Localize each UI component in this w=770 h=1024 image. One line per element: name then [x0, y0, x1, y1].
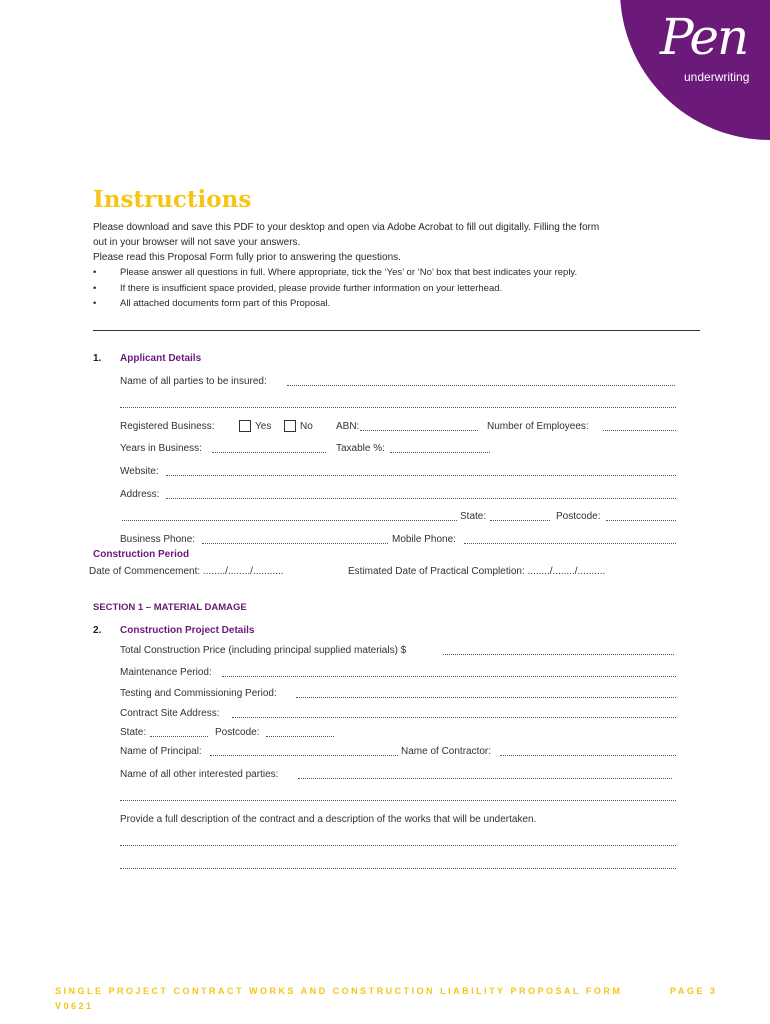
- contractor-field[interactable]: [500, 755, 676, 756]
- abn-field[interactable]: [360, 430, 478, 431]
- logo-brand: Pen: [660, 8, 748, 66]
- instructions-para-3: Please read this Proposal Form fully prior to answering the questions.: [93, 252, 401, 263]
- maintenance-label: Maintenance Period:: [120, 667, 212, 678]
- site-address-label: Contract Site Address:: [120, 708, 220, 719]
- instructions-title: Instructions: [93, 186, 252, 213]
- bullet-dot: •: [93, 267, 97, 278]
- taxable-label: Taxable %:: [336, 443, 385, 454]
- contractor-label: Name of Contractor:: [401, 746, 492, 757]
- postcode-field[interactable]: [606, 520, 676, 521]
- address-label: Address:: [120, 489, 160, 500]
- bullet-dot: •: [93, 298, 97, 309]
- commencement-date-field[interactable]: Date of Commencement: ......../......../...........: [89, 566, 284, 577]
- bullet-text: All attached documents form part of this Proposal.: [120, 298, 331, 309]
- logo-subtitle: underwriting: [684, 70, 750, 84]
- years-field[interactable]: [212, 452, 326, 453]
- years-label: Years in Business:: [120, 443, 202, 454]
- postcode-label: Postcode:: [556, 511, 601, 522]
- construction-period-title: Construction Period: [93, 549, 190, 560]
- section-number: 1.: [93, 353, 102, 364]
- section-title: Applicant Details: [120, 353, 202, 364]
- other-parties-label: Name of all other interested parties:: [120, 769, 279, 780]
- testing-label: Testing and Commissioning Period:: [120, 688, 277, 699]
- bullet-text: Please answer all questions in full. Where appropriate, tick the ‘Yes’ or ‘No’ box that best indicates your reply.: [120, 267, 578, 278]
- no-label: No: [300, 421, 313, 432]
- principal-label: Name of Principal:: [120, 746, 202, 757]
- maintenance-field[interactable]: [222, 676, 676, 677]
- employees-field[interactable]: [603, 430, 676, 431]
- website-label: Website:: [120, 466, 159, 477]
- website-field[interactable]: [166, 475, 676, 476]
- completion-date-field[interactable]: Estimated Date of Practical Completion: ......../......../..........: [348, 566, 606, 577]
- bullet-dot: •: [93, 283, 97, 294]
- instructions-para-1: Please download and save this PDF to your desktop and open via Adobe Acrobat to fill out digitally. Filling the form: [93, 222, 600, 233]
- address-field[interactable]: [166, 498, 676, 499]
- name-parties-label: Name of all parties to be insured:: [120, 376, 267, 387]
- description-field-2[interactable]: [120, 868, 676, 869]
- name-parties-field[interactable]: [287, 385, 675, 386]
- registered-no-checkbox[interactable]: [284, 420, 296, 432]
- taxable-field[interactable]: [390, 452, 490, 453]
- business-phone-field[interactable]: [202, 543, 388, 544]
- site-address-field[interactable]: [232, 717, 676, 718]
- testing-field[interactable]: [296, 697, 676, 698]
- site-postcode-field[interactable]: [266, 736, 334, 737]
- site-postcode-label: Postcode:: [215, 727, 260, 738]
- section-title: Construction Project Details: [120, 625, 255, 636]
- other-parties-field[interactable]: [298, 778, 672, 779]
- address-field-2[interactable]: [122, 520, 457, 521]
- section-divider: [93, 330, 700, 331]
- business-phone-label: Business Phone:: [120, 534, 196, 545]
- footer-page-number: PAGE 3: [670, 986, 718, 996]
- yes-label: Yes: [255, 421, 272, 432]
- section-number: 2.: [93, 625, 102, 636]
- material-damage-heading: SECTION 1 – MATERIAL DAMAGE: [93, 602, 247, 613]
- state-field[interactable]: [490, 520, 550, 521]
- total-price-field[interactable]: [443, 654, 674, 655]
- abn-label: ABN:: [336, 421, 360, 432]
- state-label: State:: [460, 511, 487, 522]
- registered-yes-checkbox[interactable]: [239, 420, 251, 432]
- footer-version: V0621: [55, 1001, 94, 1011]
- total-price-label: Total Construction Price (including principal supplied materials) $: [120, 645, 407, 656]
- instructions-para-2: out in your browser will not save your answers.: [93, 237, 301, 248]
- footer-form-title: SINGLE PROJECT CONTRACT WORKS AND CONSTRUCTION LIABILITY PROPOSAL FORM: [55, 986, 623, 996]
- other-parties-field-2[interactable]: [120, 800, 676, 801]
- name-parties-field-2[interactable]: [120, 407, 676, 408]
- site-state-field[interactable]: [150, 736, 208, 737]
- principal-field[interactable]: [210, 755, 398, 756]
- mobile-phone-field[interactable]: [464, 543, 676, 544]
- description-label: Provide a full description of the contract and a description of the works that will be undertaken.: [120, 814, 537, 825]
- bullet-text: If there is insufficient space provided, please provide further information on your letterhead.: [120, 283, 503, 294]
- site-state-label: State:: [120, 727, 147, 738]
- employees-label: Number of Employees:: [487, 421, 589, 432]
- mobile-phone-label: Mobile Phone:: [392, 534, 456, 545]
- description-field[interactable]: [120, 845, 676, 846]
- registered-business-label: Registered Business:: [120, 421, 215, 432]
